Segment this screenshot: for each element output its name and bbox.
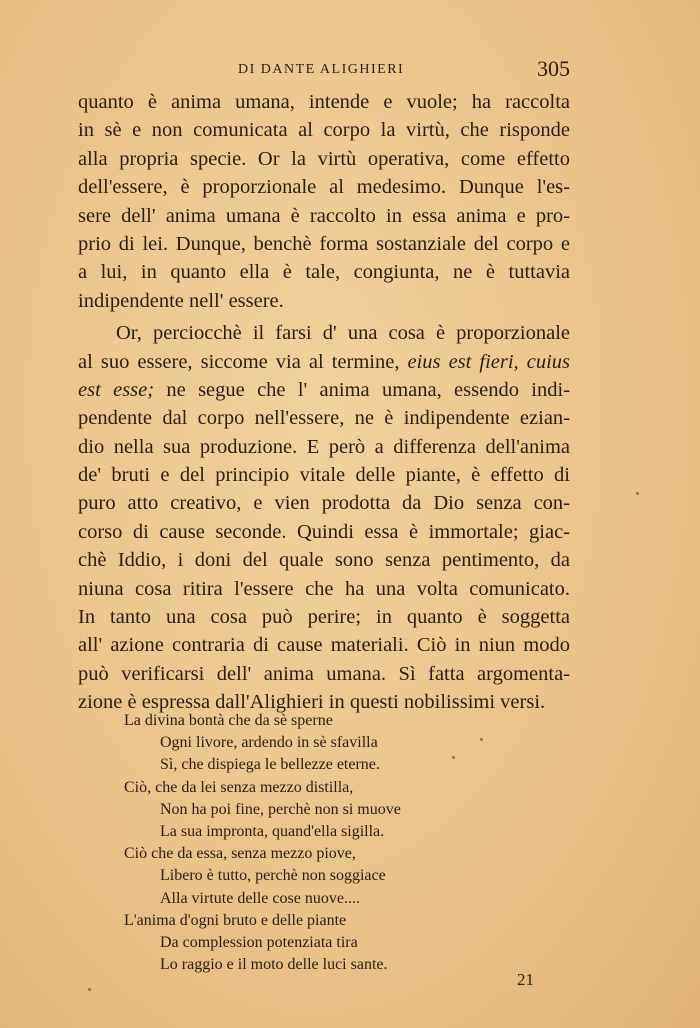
text-line: zione è espressa dall'Alighieri in questi nobilissimi versi. (78, 691, 546, 714)
text-run: al suo essere, siccome via al termine, (78, 350, 408, 373)
text-line: all' azione contraria di cause materiali. Ciò in niun modo (78, 634, 570, 657)
text-line: chè Iddio, i doni del quale sono senza pentimento, da (78, 549, 570, 572)
verse-line: La divina bontà che da sè sperne (124, 712, 333, 729)
verse-line: Ciò che da essa, senza mezzo piove, (124, 845, 356, 863)
text-line: niuna cosa ritira l'essere che ha una volta comunicato. (78, 577, 570, 600)
verse-line: La sua impronta, quand'ella sigilla. (160, 822, 385, 840)
paper-speck (88, 988, 91, 991)
text-line: de' bruti e del principio vitale delle piante, è effetto di (78, 464, 570, 487)
text-line: indipendente nell' essere. (78, 289, 284, 312)
verse-line: Non ha poi fine, perchè non si muove (160, 800, 401, 818)
verse-line: L'anima d'ogni bruto e delle piante (124, 911, 347, 929)
text-line: Or, perciocchè il farsi d' una cosa è proporzionale (116, 322, 570, 345)
verse-line: Ciò, che da lei senza mezzo distilla, (124, 778, 354, 796)
text-line: può verificarsi dell' anima umana. Sì fatta argomenta- (78, 662, 570, 685)
verse-quotation (124, 710, 524, 976)
verse-line: Lo raggio e il moto delle luci sante. (160, 956, 388, 974)
text-line: pendente dal corpo nell'essere, ne è indipendente ezian- (78, 407, 570, 430)
page-header (78, 56, 570, 88)
text-line: prio di lei. Dunque, benchè forma sostanziale del corpo e (78, 232, 570, 255)
text-line (78, 376, 570, 404)
text-line: puro atto creativo, e vien prodotta da Dio senza con- (78, 492, 570, 515)
paper-speck (480, 738, 483, 741)
verse-line: Alla virtute delle cose nuove.... (160, 889, 360, 907)
verse-line: Ogni livore, ardendo in sè sfavilla (160, 734, 378, 752)
text-line: dell'essere, è proporzionale al medesimo. Dunque l'es- (78, 176, 570, 199)
latin-phrase: est esse; (78, 378, 155, 401)
running-head: DI DANTE ALIGHIERI (238, 62, 405, 77)
text-line: corso di cause seconde. Quindi essa è immortale; giac- (78, 520, 570, 543)
verse-line: Da complession potenziata tira (160, 933, 358, 951)
text-line: sere dell' anima umana è raccolto in essa anima e pro- (78, 204, 570, 227)
text-line (78, 348, 570, 376)
text-line: alla propria specie. Or la virtù operativa, come effetto (78, 147, 570, 170)
body-text (78, 88, 570, 717)
text-line: quanto è anima umana, intende e vuole; ha raccolta (78, 91, 570, 113)
text-line: in sè e non comunicata al corpo la virtù, che risponde (78, 119, 570, 142)
paper-speck (452, 756, 455, 759)
text-run: ne segue che l' anima umana, essendo indi- (154, 378, 570, 401)
paper-speck (636, 492, 639, 495)
verse-line: Sì, che dispiega le bellezze eterne. (160, 756, 380, 774)
text-line: dio nella sua produzione. E però a differenza dell'anima (78, 435, 570, 458)
signature-mark: 21 (517, 970, 534, 989)
latin-phrase: eius est fieri, cuius (407, 350, 570, 373)
text-line: a lui, in quanto ella è tale, congiunta, ne è tuttavia (78, 261, 570, 284)
page-number: 305 (537, 56, 570, 81)
text-line: In tanto una cosa può perire; in quanto è soggetta (78, 606, 570, 629)
verse-line: Libero è tutto, perchè non soggiace (160, 867, 386, 885)
